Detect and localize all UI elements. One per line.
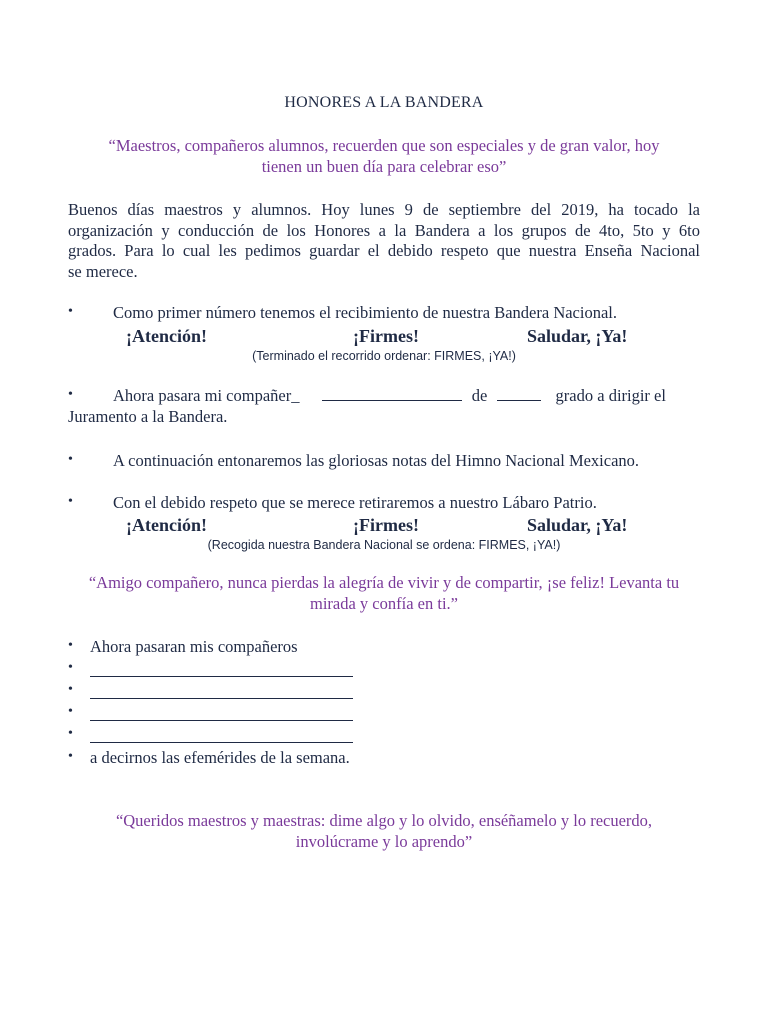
intro-line-1: Buenos días maestros y alumnos. Hoy lunes 9 de septiembre del 2019, ha tocado la bbox=[68, 200, 700, 219]
item1-command-attention: ¡Atención! bbox=[126, 326, 207, 346]
middle-quote-line-2: mirada y confía en ti.” bbox=[310, 594, 458, 613]
bullet-icon: • bbox=[68, 494, 73, 509]
grade-blank[interactable] bbox=[497, 386, 541, 401]
item4-command-firmes: ¡Firmes! bbox=[353, 515, 419, 535]
middle-quote-line-1: “Amigo compañero, nunca pierdas la alegría de vivir y de compartir, ¡se feliz! Levanta tu bbox=[88, 573, 680, 592]
list-last-item: a decirnos las efemérides de la semana. bbox=[90, 748, 350, 767]
bullet-icon: • bbox=[68, 682, 73, 697]
intro-line-2: organización y conducción de los Honores a la Bandera a los grupos de 4to, 5to y 6to bbox=[68, 221, 700, 240]
item1-text: Como primer número tenemos el recibimiento de nuestra Bandera Nacional. bbox=[113, 303, 617, 322]
item4-command-saludar: Saludar, ¡Ya! bbox=[527, 515, 628, 535]
bullet-icon: • bbox=[68, 304, 73, 319]
item1-command-saludar: Saludar, ¡Ya! bbox=[527, 326, 628, 346]
intro-line-3: grados. Para lo cual les pedimos guardar el debido respeto que nuestra Enseña Nacional bbox=[68, 241, 700, 260]
student-name-blank-4[interactable] bbox=[90, 728, 353, 743]
name-blank[interactable] bbox=[322, 386, 462, 401]
bullet-icon: • bbox=[68, 749, 73, 764]
item3-text: A continuación entonaremos las gloriosas notas del Himno Nacional Mexicano. bbox=[113, 451, 640, 470]
item1-note: (Terminado el recorrido ordenar: FIRMES, ¡YA!) bbox=[252, 349, 516, 363]
document-title: HONORES A LA BANDERA bbox=[284, 94, 484, 111]
closing-quote-line-2: involúcrame y lo aprendo” bbox=[295, 832, 473, 851]
item2-line-1 bbox=[113, 386, 666, 406]
student-name-blank-2[interactable] bbox=[90, 684, 353, 699]
bullet-icon: • bbox=[68, 452, 73, 467]
item2-part-3: grado a dirigir el bbox=[555, 386, 666, 405]
item1-command-firmes: ¡Firmes! bbox=[353, 326, 419, 346]
student-name-blank-1[interactable] bbox=[90, 662, 353, 677]
item4-note: (Recogida nuestra Bandera Nacional se ordena: FIRMES, ¡YA!) bbox=[207, 538, 561, 552]
item4-command-attention: ¡Atención! bbox=[126, 515, 207, 535]
bullet-icon: • bbox=[68, 387, 73, 402]
bullet-icon: • bbox=[68, 638, 73, 653]
item2-line-2: Juramento a la Bandera. bbox=[68, 407, 228, 426]
item2-part-2: de bbox=[471, 386, 488, 405]
list-first-item: Ahora pasaran mis compañeros bbox=[90, 637, 298, 656]
student-name-blank-3[interactable] bbox=[90, 706, 353, 721]
bullet-icon: • bbox=[68, 726, 73, 741]
opening-quote-line-2: tienen un buen día para celebrar eso” bbox=[261, 157, 507, 176]
item4-text: Con el debido respeto que se merece retiraremos a nuestro Lábaro Patrio. bbox=[113, 493, 597, 512]
bullet-icon: • bbox=[68, 704, 73, 719]
opening-quote-line-1: “Maestros, compañeros alumnos, recuerden que son especiales y de gran valor, hoy bbox=[108, 136, 660, 155]
intro-line-4: se merece. bbox=[68, 262, 138, 281]
closing-quote-line-1: “Queridos maestros y maestras: dime algo y lo olvido, enséñamelo y lo recuerdo, bbox=[115, 811, 653, 830]
bullet-icon: • bbox=[68, 660, 73, 675]
item2-part-1: Ahora pasara mi compañer_ bbox=[113, 386, 300, 405]
